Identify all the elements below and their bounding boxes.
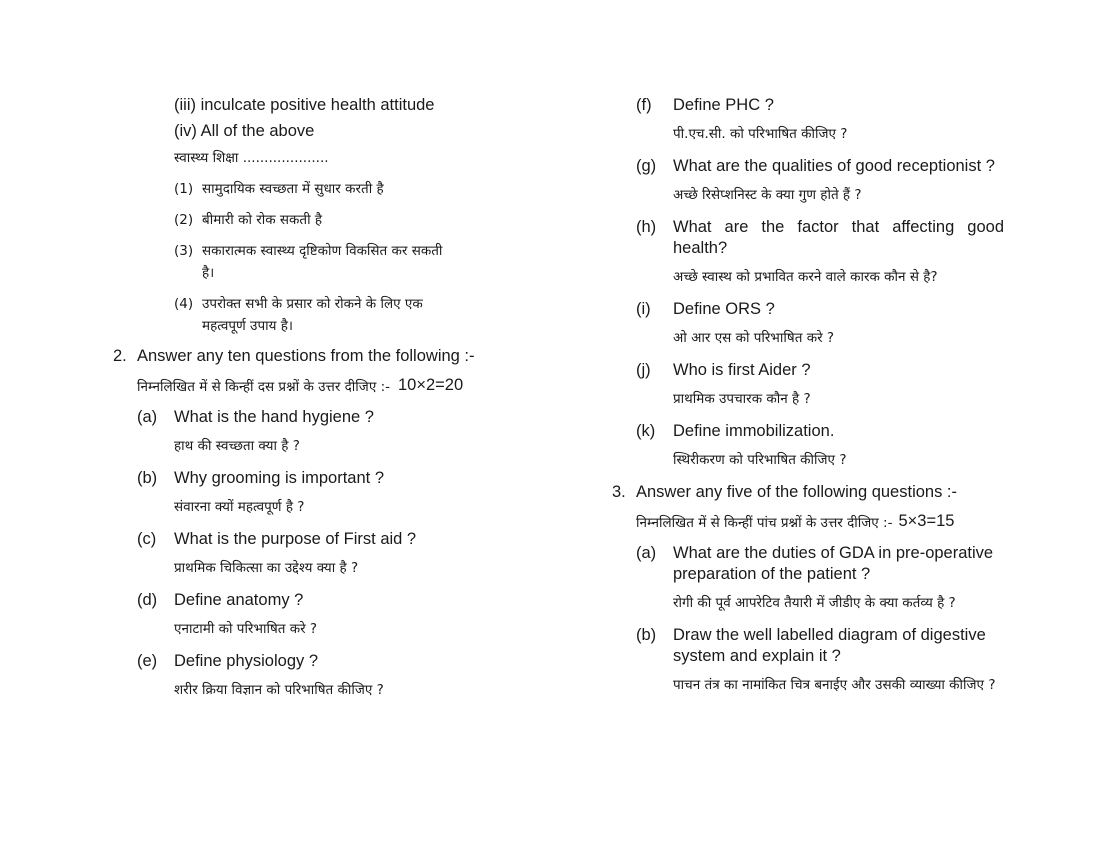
hindi-instruction: निम्नलिखित में से किन्हीं पांच प्रश्नों के उत्तर दीजिए :- bbox=[636, 515, 893, 531]
item-text-hi: स्थिरीकरण को परिभाषित कीजिए ? bbox=[673, 452, 847, 468]
item-label: (i) bbox=[636, 300, 651, 318]
question-2a bbox=[113, 407, 508, 428]
item-label: (g) bbox=[636, 157, 657, 175]
item-text-hi: शरीर क्रिया विज्ञान को परिभाषित कीजिए ? bbox=[174, 682, 384, 698]
hindi-option-text: सकारात्मक स्वास्थ्य दृष्टिकोण विकसित कर सकती bbox=[202, 243, 443, 259]
item-text-hi: रोगी की पूर्व आपरेटिव तैयारी में जीडीए के क्या कर्तव्य है ? bbox=[673, 595, 956, 611]
item-label: (e) bbox=[137, 652, 158, 670]
option-iii: (iii) inculcate positive health attitude bbox=[174, 96, 435, 114]
item-text-en: Define physiology ? bbox=[174, 652, 319, 670]
item-label: (h) bbox=[636, 218, 657, 236]
question-2-instruction bbox=[113, 376, 508, 398]
question-2j bbox=[612, 360, 1004, 381]
option-iv: (iv) All of the above bbox=[174, 122, 315, 140]
right-column bbox=[612, 95, 1004, 707]
question-3b bbox=[612, 625, 1004, 667]
item-text-hi: संवारना क्यों महत्वपूर्ण है ? bbox=[174, 499, 305, 515]
hindi-option-1 bbox=[113, 178, 508, 200]
item-text-en: Define immobilization. bbox=[673, 422, 835, 440]
item-text-en: What are the qualities of good receptionist ? bbox=[673, 157, 995, 175]
item-text-hi: पाचन तंत्र का नामांकित चित्र बनाईए और उसकी व्याख्या कीजिए ? bbox=[673, 677, 996, 693]
hindi-option-4 bbox=[113, 293, 508, 337]
question-number: 2. bbox=[113, 347, 127, 365]
question-2c bbox=[113, 529, 508, 550]
hindi-option-text: उपरोक्त सभी के प्रसार को रोकने के लिए एक bbox=[202, 296, 423, 312]
question-2g bbox=[612, 156, 1004, 177]
item-label: (j) bbox=[636, 361, 651, 379]
item-text-en: What are the factor that affecting good health? bbox=[673, 218, 1004, 257]
question-2-heading bbox=[113, 346, 508, 367]
question-title: Answer any ten questions from the following :- bbox=[137, 347, 475, 365]
question-2f bbox=[612, 95, 1004, 116]
hindi-option-number: (2) bbox=[174, 212, 194, 228]
item-text-hi: एनाटामी को परिभाषित करे ? bbox=[174, 621, 318, 637]
hindi-option-number: (4) bbox=[174, 296, 194, 312]
left-column bbox=[113, 95, 508, 712]
item-text-hi: प्राथमिक चिकित्सा का उद्देश्य क्या है ? bbox=[174, 560, 359, 576]
marks-scheme: 5×3=15 bbox=[898, 512, 955, 530]
item-label: (d) bbox=[137, 591, 158, 609]
item-text-hi: हाथ की स्वच्छता क्या है ? bbox=[174, 438, 300, 454]
hindi-option-text: सामुदायिक स्वच्छता में सुधार करती है bbox=[202, 181, 384, 197]
hindi-option-3 bbox=[113, 240, 508, 284]
item-label: (a) bbox=[137, 408, 158, 426]
hindi-option-text: बीमारी को रोक सकती है bbox=[202, 212, 323, 228]
question-2d bbox=[113, 590, 508, 611]
hindi-option-number: (1) bbox=[174, 181, 194, 197]
question-number: 3. bbox=[612, 483, 626, 501]
item-text-en: What is the purpose of First aid ? bbox=[174, 530, 417, 548]
item-label: (f) bbox=[636, 96, 652, 114]
item-text-en: What is the hand hygiene ? bbox=[174, 408, 374, 426]
item-text-en: Who is first Aider ? bbox=[673, 361, 811, 379]
question-2i bbox=[612, 299, 1004, 320]
item-label: (k) bbox=[636, 422, 656, 440]
question-2k bbox=[612, 421, 1004, 442]
hindi-question-stem: स्वास्थ्य शिक्षा .................... bbox=[174, 150, 329, 166]
hindi-instruction: निम्नलिखित में से किन्हीं दस प्रश्नों के उत्तर दीजिए :- bbox=[137, 379, 390, 395]
item-text-hi: ओ आर एस को परिभाषित करे ? bbox=[673, 330, 835, 346]
question-title: Answer any five of the following questions :- bbox=[636, 483, 958, 501]
question-3a bbox=[612, 543, 1004, 585]
hindi-option-number: (3) bbox=[174, 243, 194, 259]
item-text-en: Draw the well labelled diagram of digestive system and explain it ? bbox=[673, 626, 986, 665]
item-text-hi: पी.एच.सी. को परिभाषित कीजिए ? bbox=[673, 126, 848, 142]
hindi-option-2 bbox=[113, 209, 508, 231]
question-2b bbox=[113, 468, 508, 489]
item-text-hi: अच्छे स्वास्थ को प्रभावित करने वाले कारक कौन से है? bbox=[673, 269, 938, 285]
item-text-hi: प्राथमिक उपचारक कौन है ? bbox=[673, 391, 811, 407]
hindi-option-text-cont: है। bbox=[202, 265, 215, 281]
item-label: (b) bbox=[137, 469, 158, 487]
question-2h bbox=[612, 217, 1004, 259]
item-label: (c) bbox=[137, 530, 157, 548]
item-label: (b) bbox=[636, 626, 657, 644]
question-3-instruction bbox=[612, 512, 1004, 534]
item-text-hi: अच्छे रिसेप्शनिस्ट के क्या गुण होते हैं ? bbox=[673, 187, 862, 203]
item-text-en: Define ORS ? bbox=[673, 300, 775, 318]
item-text-en: Why grooming is important ? bbox=[174, 469, 384, 487]
question-3-heading bbox=[612, 482, 1004, 503]
item-label: (a) bbox=[636, 544, 657, 562]
question-2e bbox=[113, 651, 508, 672]
item-text-en: Define PHC ? bbox=[673, 96, 774, 114]
item-text-en: What are the duties of GDA in pre-operative preparation of the patient ? bbox=[673, 544, 994, 583]
item-text-en: Define anatomy ? bbox=[174, 591, 304, 609]
hindi-option-text-cont: महत्वपूर्ण उपाय है। bbox=[202, 318, 294, 334]
marks-scheme: 10×2=20 bbox=[398, 376, 464, 394]
